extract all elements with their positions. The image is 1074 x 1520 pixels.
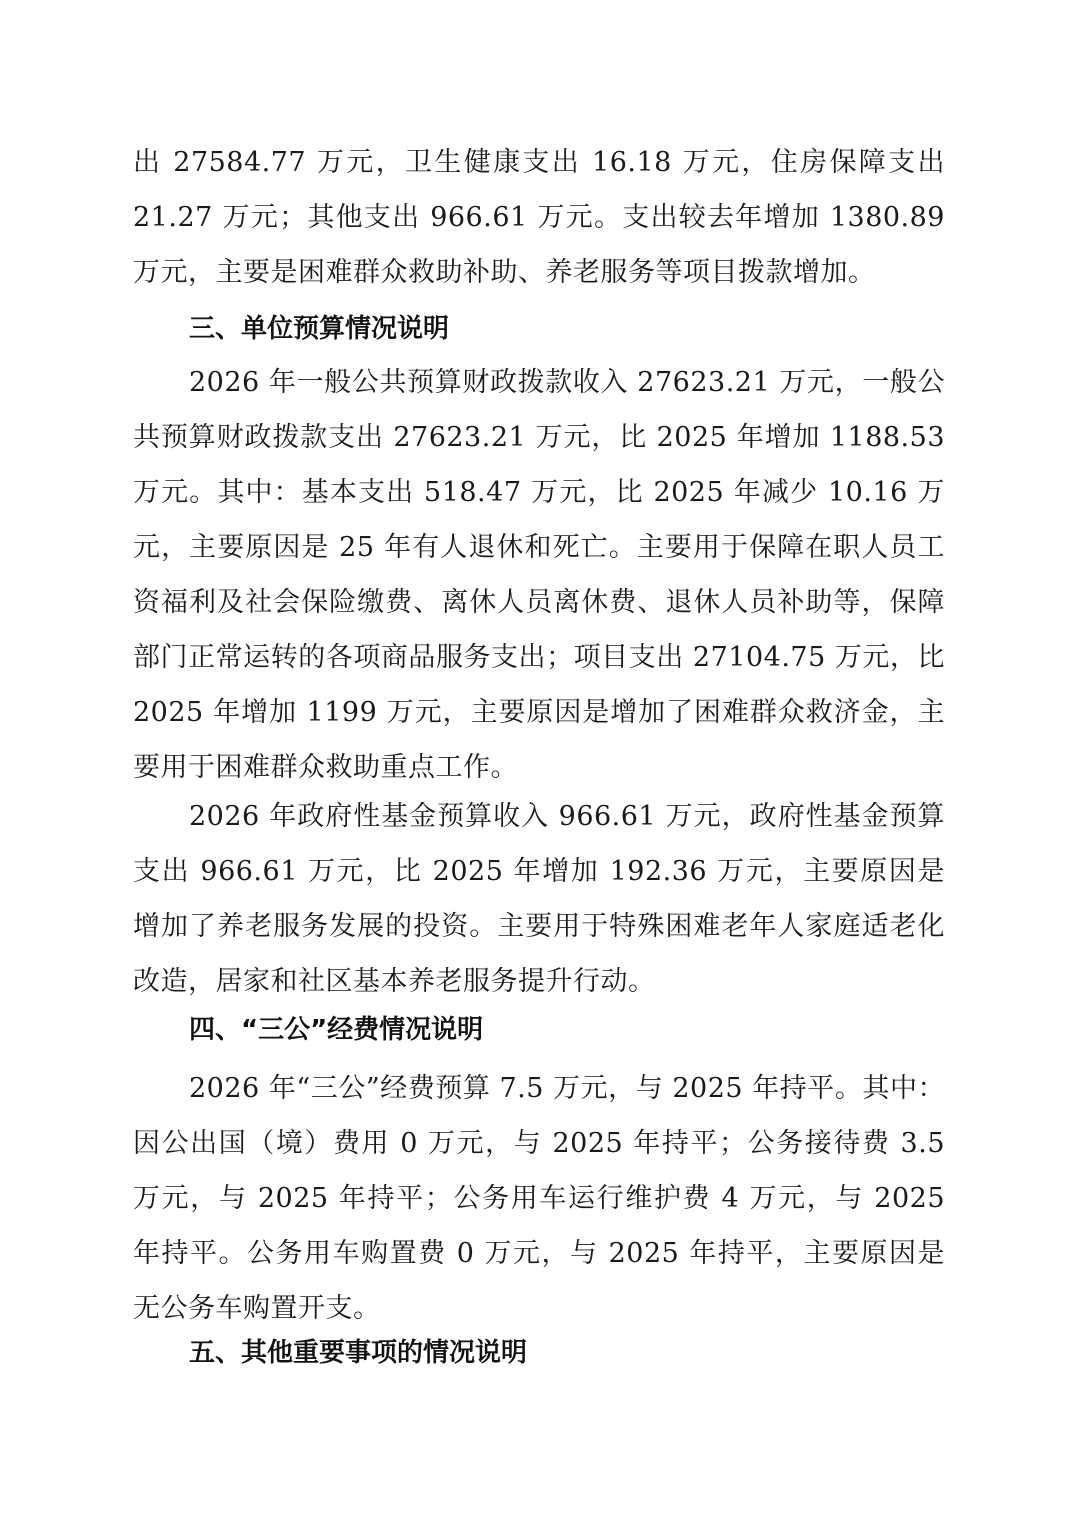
paragraph-three-public-expenses: 2026 年“三公”经费预算 7.5 万元，与 2025 年持平。其中：因公出国（境）费用 0 万元，与 2025 年持平；公务接待费 3.5 万元，与 2025 年持平；公务用车运行维护费 4 万元，与 2025 年持平。公务用车购置费 0 万元，与 2025 年持平，主要原因是无公务车购置开支。 (133, 1073, 946, 1324)
paragraph-general-public-budget: 2026 年一般公共预算财政拨款收入 27623.21 万元，一般公共预算财政拨款支出 27623.21 万元，比 2025 年增加 1188.53 万元。其中：基本支出 518.47 万元，比 2025 年减少 10.16 万元，主要原因是 25 年有人退休和死亡。主要用于保障在职人员工资福利及社会保险缴费、离休人员离休费、退休人员补助等，保障部门正常运转的各项商品服务支出；项目支出 27104.75 万元，比 2025 年增加 1199 万元，主要原因是增加了困难群众救济金，主要用于困难群众救助重点工作。 (133, 367, 945, 783)
paragraph-expenditure-summary: 出 27584.77 万元，卫生健康支出 16.18 万元，住房保障支出 21.27 万元；其他支出 966.61 万元。支出较去年增加 1380.89 万元，主要是困难群众救助补助、养老服务等项目拨款增加。 (133, 147, 945, 288)
heading-other-important-matters: 五、其他重要事项的情况说明 (189, 1338, 528, 1368)
heading-three-public-expenses: 四、“三公”经费情况说明 (189, 1015, 484, 1045)
paragraph-government-fund-budget: 2026 年政府性基金预算收入 966.61 万元，政府性基金预算支出 966.61 万元，比 2025 年增加 192.36 万元，主要原因是增加了养老服务发展的投资。主要用于特殊困难老年人家庭适老化改造，居家和社区基本养老服务提升行动。 (133, 801, 945, 997)
heading-unit-budget: 三、单位预算情况说明 (189, 314, 450, 344)
